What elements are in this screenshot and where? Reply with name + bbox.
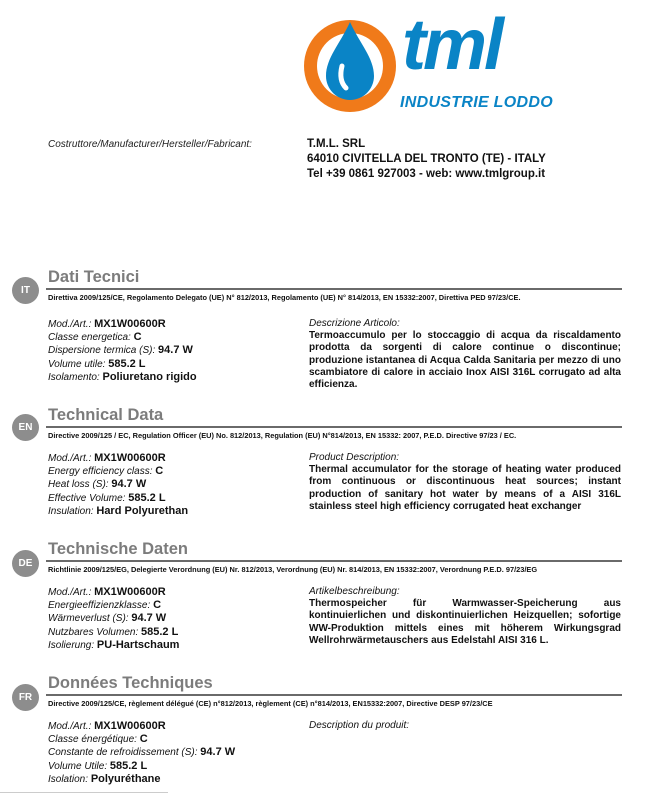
spec-row: Insulation: Hard Polyurethan <box>48 504 189 517</box>
spec-row: Isolation: Polyuréthane <box>48 772 161 785</box>
language-badge-fr: FR <box>12 684 39 711</box>
manufacturer-address: 64010 CIVITELLA DEL TRONTO (TE) - ITALY <box>307 153 546 165</box>
section-divider <box>46 560 622 562</box>
spec-list-fr <box>48 720 235 786</box>
section-divider <box>46 426 622 428</box>
section-divider <box>46 694 622 696</box>
section-directive-de: Richtlinie 2009/125/EG, Delegierte Verordnung (EU) Nr. 812/2013, Verordnung (EU) Nr. 814/2013, EN 15332:2007, Verordnung P.E.D. 97/23/EG <box>48 565 538 574</box>
manufacturer-info <box>307 137 546 182</box>
section-title-it: Dati Tecnici <box>48 268 140 286</box>
description-label: Artikelbeschreibung: <box>309 586 400 597</box>
spec-row: Mod./Art.: MX1W00600R <box>48 318 166 330</box>
description-fr <box>309 720 621 732</box>
manufacturer-name: T.M.L. SRL <box>307 138 366 150</box>
spec-row: Constante de refroidissement (S): 94.7 W <box>48 746 236 759</box>
spec-row: Mod./Art.: MX1W00600R <box>48 720 166 732</box>
spec-row: Energieeffizienzklasse: C <box>48 599 162 612</box>
spec-row: Classe energetica: C <box>48 331 142 344</box>
spec-row: Isolamento: Poliuretano rigido <box>48 370 197 383</box>
section-divider <box>46 288 622 290</box>
manufacturer-contact: Tel +39 0861 927003 - web: www.tmlgroup.it <box>307 168 546 180</box>
description-label: Product Description: <box>309 452 400 463</box>
logo-subtitle: INDUSTRIE LODDO <box>400 94 553 111</box>
spec-row: Effective Volume: 585.2 L <box>48 491 166 504</box>
description-text: Termoaccumulo per lo stoccaggio di acqua da riscaldamento prodotta da sorgenti di calore continue o discontinue; produzione istantanea di Acqua Calda Sanitaria per mezzo di uno scambiatore di calore in acciaio Inox AISI 316L corrugato ad alta efficienza. <box>309 330 621 391</box>
description-label: Descrizione Articolo: <box>309 318 400 329</box>
description-it <box>309 318 621 391</box>
description-label: Description du produit: <box>309 720 410 731</box>
logo-wordmark: tml <box>402 5 501 85</box>
spec-list-en <box>48 452 188 518</box>
section-title-en: Technical Data <box>48 406 164 424</box>
description-text: Thermal accumulator for the storage of heating water produced from continuous or discontinuous heat sources; instant production of sanitary hot water by means of a AISI 316L stainless steel high efficiency corrugated heat exchanger <box>309 464 621 512</box>
spec-list-it <box>48 318 197 384</box>
language-badge-it: IT <box>12 277 39 304</box>
tml-logo <box>300 5 570 120</box>
section-title-fr: Données Techniques <box>48 674 213 692</box>
spec-row: Isolierung: PU-Hartschaum <box>48 638 180 651</box>
spec-row: Volume Utile: 585.2 L <box>48 759 148 772</box>
spec-row: Dispersione termica (S): 94.7 W <box>48 344 193 357</box>
description-text: Thermospeicher für Warmwasser-Speicherung aus kontinuierlichen und diskontinuierlichen Heizquellen; sofortige WW-Produktion mittels eines mit höherem Wirkungsgrad Wellrohrwärmetauschers aus Edelstahl AISI 316 L. <box>309 598 621 646</box>
spec-row: Nutzbares Volumen: 585.2 L <box>48 625 179 638</box>
spec-row: Classe énergétique: C <box>48 733 148 746</box>
water-drop-logo-icon <box>300 14 400 118</box>
spec-row: Volume utile: 585.2 L <box>48 357 146 370</box>
section-directive-en: Directive 2009/125 / EC, Regulation Officer (EU) No. 812/2013, Regulation (EU) N°814/2013, EN 15332: 2007, P.E.D. Directive 97/23 / EC. <box>48 431 517 440</box>
spec-list-de <box>48 586 179 652</box>
spec-row: Heat loss (S): 94.7 W <box>48 478 147 491</box>
section-directive-fr: Directive 2009/125/CE, règlement délégué (CE) n°812/2013, règlement (CE) n°814/2013, EN15332:2007, Directive DESP 97/23/CE <box>48 699 493 708</box>
language-badge-de: DE <box>12 550 39 577</box>
spec-row: Wärmeverlust (S): 94.7 W <box>48 612 167 625</box>
spec-row: Mod./Art.: MX1W00600R <box>48 452 166 464</box>
spec-row: Energy efficiency class: C <box>48 465 164 478</box>
spec-row: Mod./Art.: MX1W00600R <box>48 586 166 598</box>
description-en <box>309 452 621 513</box>
manufacturer-label: Costruttore/Manufacturer/Hersteller/Fabricant: <box>48 139 252 150</box>
language-badge-en: EN <box>12 414 39 441</box>
description-de <box>309 586 621 647</box>
section-directive-it: Direttiva 2009/125/CE, Regolamento Delegato (UE) N° 812/2013, Regolamento (UE) N° 814/2013, EN 15332:2007, Direttiva PED 97/23/CE. <box>48 293 521 302</box>
section-title-de: Technische Daten <box>48 540 188 558</box>
page-edge-line <box>0 792 168 793</box>
